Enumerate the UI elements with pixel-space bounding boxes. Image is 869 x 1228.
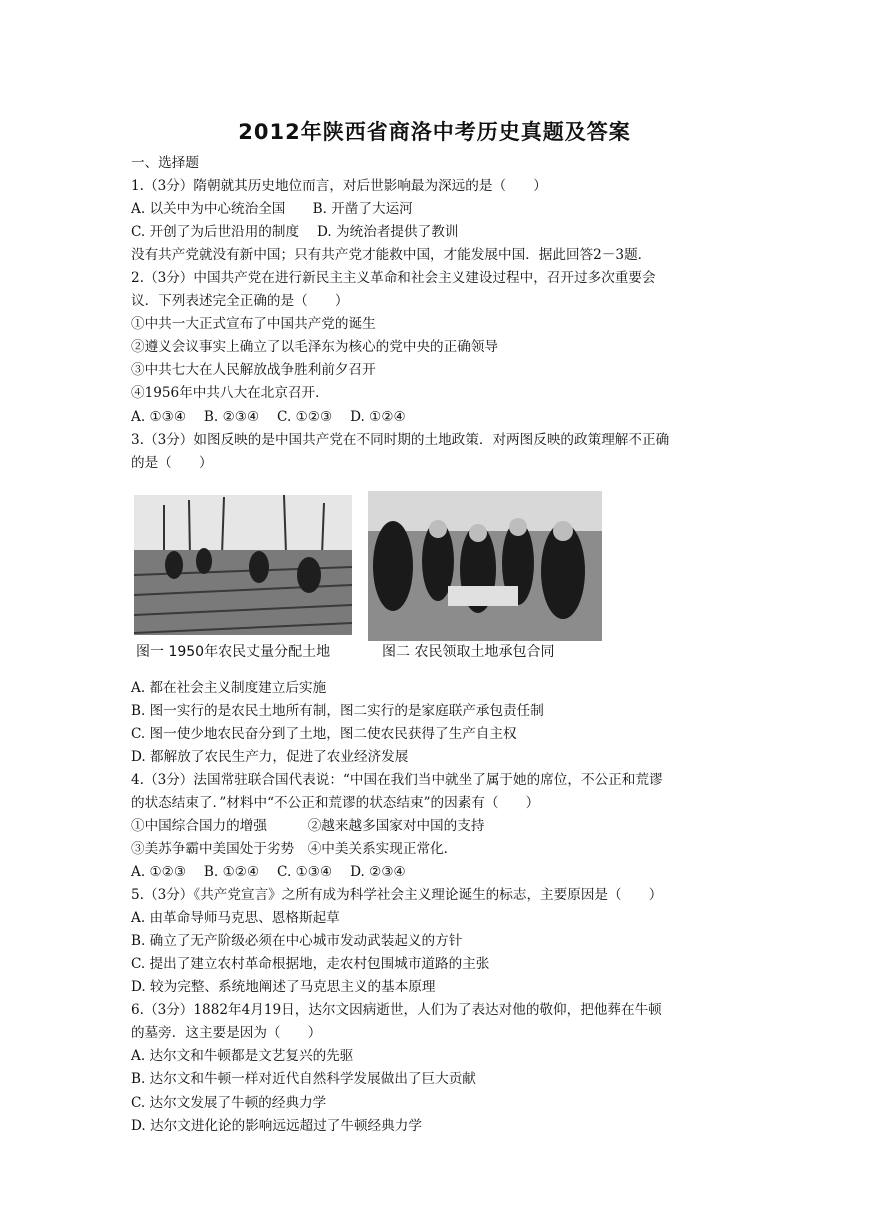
text-line: ③美苏争霸中美国处于劣势 ④中美关系实现正常化． [131, 840, 458, 857]
text-line: D. 达尔文进化论的影响远远超过了牛顿经典力学 [131, 1117, 422, 1134]
figure-row [131, 481, 746, 677]
text-line: C. 提出了建立农村革命根据地，走农村包围城市道路的主张 [131, 956, 490, 973]
text-line: ②遵义会议事实上确立了以毛泽东为核心的党中央的正确领导 [131, 339, 499, 356]
text-line: 1.（3分）隋朝就其历史地位而言，对后世影响最为深远的是（ ） [131, 178, 547, 195]
text-line: ①中共一大正式宣布了中国共产党的诞生 [131, 316, 376, 333]
questions-before-figures [131, 175, 746, 475]
text-line: D. 都解放了农民生产力，促进了农业经济发展 [131, 748, 409, 765]
text-line: A. 由革命导师马克思、恩格斯起草 [131, 910, 340, 927]
text-line: 5.（3分）《共产党宣言》之所有成为科学社会主义理论诞生的标志，主要原因是（ ） [131, 887, 663, 904]
figure-1-caption: 图一 1950年农民丈量分配土地 [136, 643, 331, 660]
text-line: C. 达尔文发展了牛顿的经典力学 [131, 1094, 327, 1111]
text-line: 6.（3分）1882年4月19日，达尔文因病逝世，人们为了表达对他的敬仰，把他葬在牛顿 [131, 1002, 662, 1019]
text-line: A. 达尔文和牛顿都是文艺复兴的先驱 [131, 1048, 354, 1065]
text-line: A. 以关中为中心统治全国 B. 开凿了大运河 [131, 201, 413, 218]
text-line: 的墓旁．这主要是因为（ ） [131, 1025, 322, 1042]
text-line: B. 达尔文和牛顿一样对近代自然科学发展做出了巨大贡献 [131, 1071, 476, 1088]
question-content [131, 152, 746, 1138]
text-line: ④1956年中共八大在北京召开． [131, 385, 329, 402]
text-line: 的状态结束了．”材料中“不公正和荒谬的状态结束”的因素有（ ） [131, 794, 540, 811]
text-line: 2.（3分）中国共产党在进行新民主主义革命和社会主义建设过程中，召开过多次重要会 [131, 270, 656, 287]
text-line: C. 开创了为后世沿用的制度 D. 为统治者提供了教训 [131, 224, 459, 241]
text-line: 4.（3分）法国常驻联合国代表说：“中国在我们当中就坐了属于她的席位，不公正和荒谬 [131, 771, 663, 788]
figure-1-photo [134, 495, 352, 635]
figure-2-caption: 图二 农民领取土地承包合同 [382, 643, 555, 660]
text-line: 3.（3分）如图反映的是中国共产党在不同时期的土地政策．对两图反映的政策理解不正确 [131, 431, 670, 448]
text-line: B. 图一实行的是农民土地所有制，图二实行的是家庭联产承包责任制 [131, 702, 544, 719]
questions-after-figures [131, 677, 746, 1138]
text-line: ③中共七大在人民解放战争胜利前夕召开 [131, 362, 376, 379]
text-line: A. 都在社会主义制度建立后实施 [131, 679, 327, 696]
text-line: C. 图一使少地农民奋分到了土地，图二使农民获得了生产自主权 [131, 725, 517, 742]
text-line: A. ①②③ B. ①②④ C. ①③④ D. ②③④ [131, 864, 406, 881]
figure-2-photo [368, 491, 602, 641]
text-line: ①中国综合国力的增强 ②越来越多国家对中国的支持 [131, 817, 485, 834]
page-title: 2012年陕西省商洛中考历史真题及答案 [238, 120, 631, 144]
text-line: 议．下列表述完全正确的是（ ） [131, 293, 349, 310]
text-line: 没有共产党就没有新中国；只有共产党才能救中国，才能发展中国．据此回答2－3题． [131, 247, 652, 264]
text-line: B. 确立了无产阶级必须在中心城市发动武装起义的方针 [131, 933, 463, 950]
section-heading: 一、选择题 [131, 155, 199, 171]
text-line: D. 较为完整、系统地阐述了马克思主义的基本原理 [131, 979, 436, 996]
text-line: A. ①③④ B. ②③④ C. ①②③ D. ①②④ [131, 408, 406, 425]
text-line: 的是（ ） [131, 454, 213, 471]
